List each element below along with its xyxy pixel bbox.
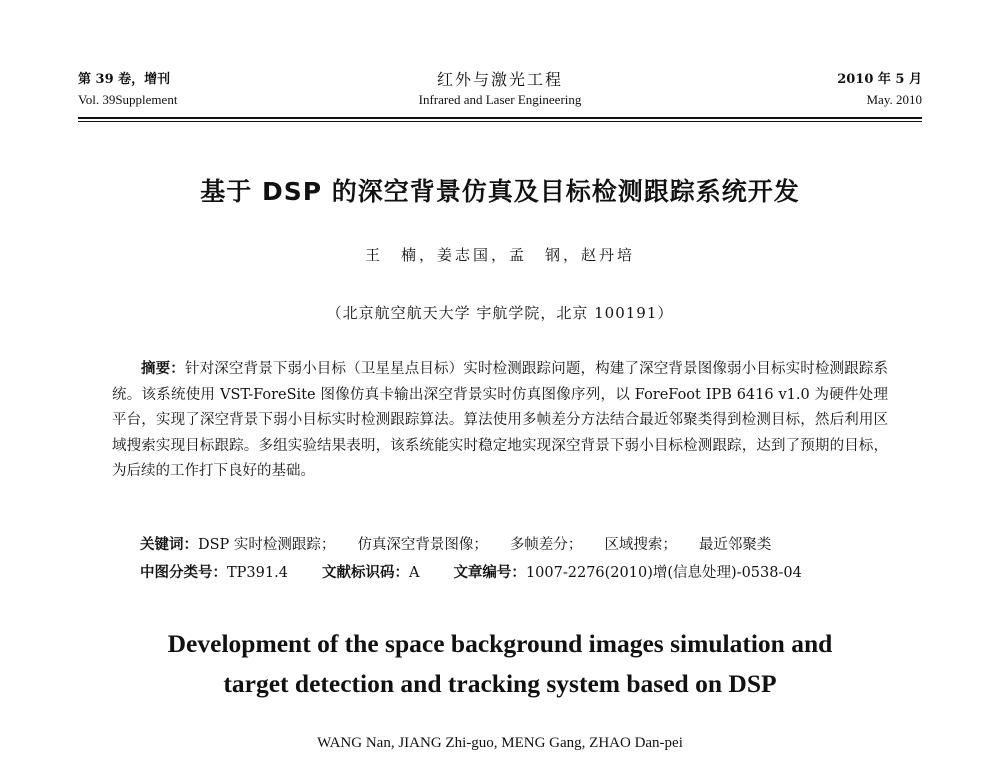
keyword-item: 最近邻聚类 [698,537,772,553]
paper-title-en [0,624,1000,704]
authors-cn: 王 楠，姜志国，孟 钢，赵丹培 [364,246,635,264]
keyword-item: 区域搜索； [604,537,677,553]
doc-code-value: A [408,565,420,581]
header-journal-en: Infrared and Laser Engineering [418,92,582,107]
doc-code-label: 文献标识码： [321,565,409,581]
keywords-label: 关键词： [140,537,198,553]
clc-value: TP391.4 [227,565,288,581]
keyword-item: 仿真深空背景图像； [357,537,488,553]
header-date-cn: 2010 年 5 月 [837,72,922,87]
journal-header [78,70,922,114]
paper-title-cn: 基于 DSP 的深空背景仿真及目标检测跟踪系统开发 [200,177,800,206]
abstract-label: 摘要： [141,361,185,377]
header-rule-thin [78,121,922,122]
abstract-text: 针对深空背景下弱小目标（卫星星点目标）实时检测跟踪问题，构建了深空背景图像弱小目标实时检测跟踪系统。该系统使用 VST-ForeSite 图像仿真卡输出深空背景实时仿真图像序列，以 ForeFoot IPB 6416 v1.0 为硬件处理平台，实现了深空背景下弱小目标实时检测跟踪算法。算法使用多帧差分方法结合最近邻聚类得到检测目标，然后利用区域搜索实现目标跟踪。多组实验结果表明，该系统能实时稳定地实现深空背景下弱小目标检测跟踪，达到了预期的目标，为后续的工作打下良好的基础。 [112,361,888,479]
header-journal-cn: 红外与激光工程 [436,70,563,89]
keyword-item: DSP 实时检测跟踪； [198,537,336,553]
header-volume-en: Vol. 39Supplement [78,92,178,107]
classification-row [140,560,900,586]
paper-title-en-line1: Development of the space background images simulation and [167,629,833,658]
paper-title-en-line2: target detection and tracking system based on DSP [223,669,777,698]
abstract-paragraph [112,357,888,485]
article-number-value: 1007-2276(2010)增(信息处理)-0538-04 [525,565,802,581]
authors-en: WANG Nan, JIANG Zhi-guo, MENG Gang, ZHAO Dan-pei [317,735,683,751]
affiliation-cn: （北京航空航天大学 宇航学院，北京 100191） [326,304,674,322]
header-volume-cn: 第 39 卷，增刊 [78,72,171,87]
header-rule-thick [78,117,922,119]
keyword-item: 多帧差分； [509,537,583,553]
clc-label: 中图分类号： [140,565,227,581]
abstract-block [112,357,888,485]
header-journal [78,70,922,110]
article-number-label: 文章编号： [453,565,526,581]
header-date [837,70,922,110]
header-date-en: May. 2010 [866,92,922,107]
keywords-row [140,532,900,558]
